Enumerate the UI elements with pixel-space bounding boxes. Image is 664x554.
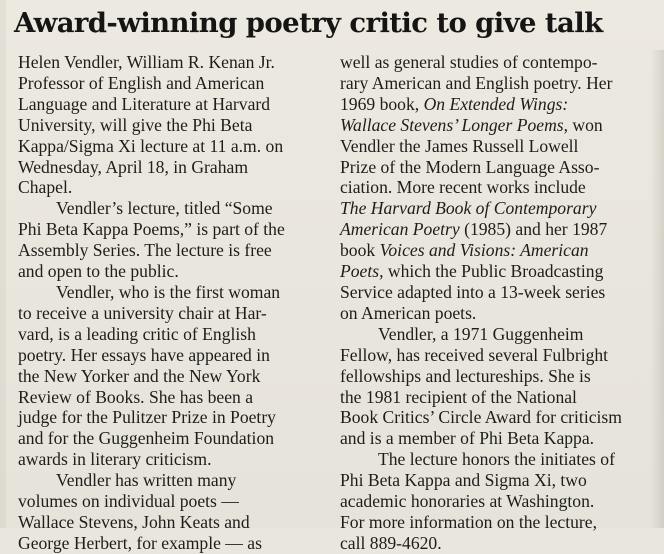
text-line: Vendler, a 1971 Guggenheim [378, 323, 584, 344]
text-line: Kappa/Sigma Xi lecture at 11 a.m. on [18, 135, 284, 156]
page-edge-shadow [650, 50, 664, 528]
article-column-right [340, 52, 640, 554]
article-column-left [18, 52, 320, 554]
italic-title: Poets, [340, 261, 384, 282]
text-line: University, will give the Phi Beta [18, 114, 253, 135]
text-line: Phi Beta Kappa and Sigma Xi, two [340, 470, 587, 491]
italic-title: Wallace Stevens’ Longer Poems [340, 114, 564, 135]
headline: Award-winning poetry critic to give talk [14, 7, 603, 39]
text-line: Vendler the James Russell Lowell [340, 135, 579, 156]
italic-title: On Extended Wings: [423, 93, 569, 114]
text-line: to receive a university chair at Har- [18, 302, 267, 323]
text-line: and is a member of Phi Beta Kappa. [340, 428, 595, 449]
text-line: American Poetry (1985) and her 1987 [340, 219, 608, 240]
text-line [340, 198, 640, 219]
text-line: Prize of the Modern Language Asso- [340, 156, 600, 177]
text-line: Vendler has written many [56, 470, 237, 491]
text-line: on American poets. [340, 302, 477, 323]
text-line: and for the Guggenheim Foundation [18, 428, 275, 449]
text-line: Chapel. [18, 177, 73, 198]
text-line: fellowships and lectureships. She is [340, 365, 591, 386]
text-line: judge for the Pulitzer Prize in Poetry [18, 407, 276, 428]
text-line: awards in literary criticism. [18, 449, 212, 470]
text-line: Review of Books. She has been a [18, 386, 254, 407]
text-line: Fellow, has received several Fulbright [340, 344, 609, 365]
text-line: Language and Literature at Harvard [18, 93, 271, 114]
text-line: and open to the public. [18, 261, 179, 282]
text-line: 1969 book, On Extended Wings: [340, 93, 569, 114]
text-line: Wallace Stevens, John Keats and [18, 511, 250, 532]
text-line: vard, is a leading critic of English [18, 323, 256, 344]
text-line: Helen Vendler, William R. Kenan Jr. [18, 52, 275, 72]
text-line: Vendler, who is the first woman [56, 281, 281, 302]
italic-title: Voices and Visions: American [379, 240, 589, 261]
italic-title: American Poetry [340, 219, 460, 240]
text-line: Phi Beta Kappa Poems,” is part of the [18, 219, 285, 240]
text-line: rary American and English poetry. Her [340, 72, 613, 93]
text-line: Professor of English and American [18, 72, 265, 93]
text-line: Vendler’s lecture, titled “Some [56, 198, 273, 219]
text-line: academic honoraries at Washington. [340, 491, 595, 512]
text-line: George Herbert, for example — as [18, 532, 262, 553]
text-line: Book Critics’ Circle Award for criticism [340, 407, 622, 428]
page-margin-shadow [0, 0, 6, 528]
text-line: The lecture honors the initiates of [378, 449, 615, 470]
text-line: book Voices and Visions: American [340, 240, 589, 261]
text-line: poetry. Her essays have appeared in [18, 344, 270, 365]
text-line: Poets, which the Public Broadcasting [340, 261, 604, 282]
text-line: Service adapted into a 13-week series [340, 281, 606, 302]
text-line: the 1981 recipient of the National [340, 386, 577, 407]
text-line: volumes on individual poets — [18, 491, 239, 512]
text-line: call 889-4620. [340, 532, 442, 553]
text-line: the New Yorker and the New York [18, 365, 261, 386]
text-line: Wednesday, April 18, in Graham [18, 156, 249, 177]
text-line: well as general studies of contempo- [340, 52, 598, 72]
text-line: ciation. More recent works include [340, 177, 586, 198]
italic-title: The Harvard Book of Contemporary [340, 198, 597, 219]
text-line: Wallace Stevens’ Longer Poems, won [340, 114, 603, 135]
text-line: For more information on the lecture, [340, 511, 597, 532]
text-line: Assembly Series. The lecture is free [18, 240, 272, 261]
